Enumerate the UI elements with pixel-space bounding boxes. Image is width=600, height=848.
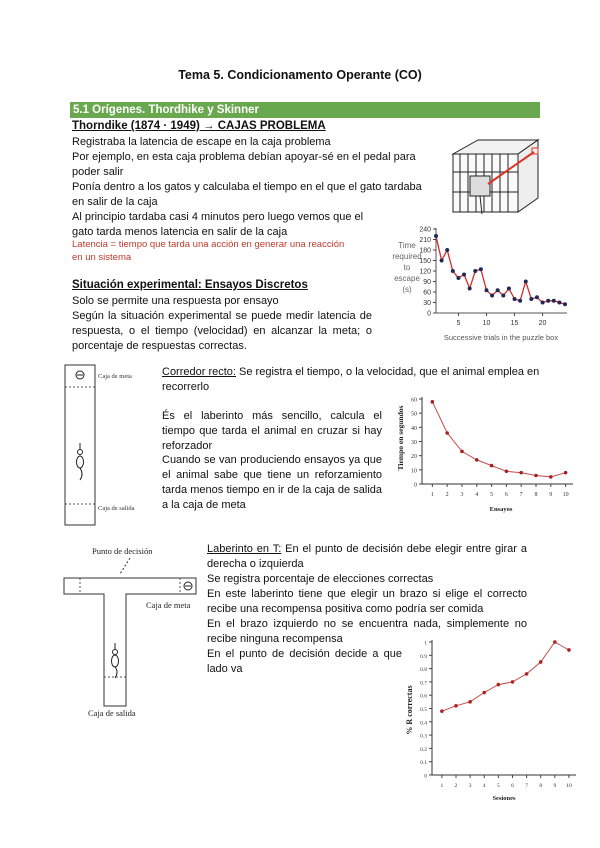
chart-laberinto — [400, 634, 585, 814]
chart2-xlabel: Ensayos — [489, 506, 513, 513]
chart1-series-line — [436, 236, 565, 304]
text-line: Al principio tardaba casi 4 minutos pero luego vemos que el — [72, 211, 364, 223]
c1-ytick-label: 120 — [419, 268, 431, 276]
c1-xtick-label: 5 — [456, 320, 461, 327]
chart1-ylabel-line: (s) — [402, 285, 412, 294]
text-line: gato tarda menos latencia en salir de la caja — [72, 226, 288, 238]
corredor-heading: Corredor recto: — [162, 366, 236, 378]
laberinto-intro-text: En el punto de decisión debe elegir entre girar a derecha o izquierda — [207, 543, 527, 570]
c3-ytick-label: 0.5 — [420, 707, 427, 713]
chart3-xlabel: Sesiones — [492, 795, 516, 802]
c2-point — [445, 431, 449, 435]
c1-point — [468, 287, 472, 291]
corredor-intro-text: Se registra el tiempo, o la velocidad, que el animal emplea en recorrerlo — [162, 366, 540, 393]
chart1-xlabel: Successive trials in the puzzle box — [443, 333, 559, 342]
c3-xtick-label: 2 — [454, 783, 458, 789]
c2-xtick-label: 3 — [460, 492, 464, 498]
c2-xtick-label: 9 — [549, 492, 553, 498]
c2-xtick-label: 1 — [430, 492, 434, 498]
c1-point — [479, 267, 483, 271]
c3-xtick-label: 1 — [440, 783, 444, 789]
laberinto-p2: En este laberinto tiene que elegir un brazo si elige el correcto recibe una recompensa positiva como podría ser comida — [207, 588, 527, 615]
c1-point — [535, 295, 539, 299]
c1-point — [451, 269, 455, 273]
c3-ytick-label: 0 — [424, 773, 427, 780]
c1-point — [462, 273, 466, 277]
c2-point — [505, 469, 509, 473]
c3-point — [468, 700, 472, 704]
chart-puzzle-box — [385, 222, 575, 347]
c3-point — [482, 691, 486, 695]
c2-point — [519, 471, 523, 475]
c1-point — [473, 269, 477, 273]
thorndike-text — [72, 135, 432, 240]
c3-point — [553, 640, 557, 644]
rat-icon — [112, 655, 119, 667]
c1-point — [445, 248, 449, 252]
c3-xtick-label: 3 — [468, 783, 472, 789]
c3-xtick-label: 4 — [482, 783, 486, 789]
c2-xtick-label: 8 — [534, 492, 538, 498]
thorndike-heading: Thorndike (1874 · 1949) → CAJAS PROBLEMA — [72, 120, 326, 132]
c1-point — [529, 297, 533, 301]
c1-point — [546, 299, 550, 303]
c2-point — [475, 458, 479, 462]
section-heading: 5.1 Orígenes. Thordhike y Skinner — [70, 102, 540, 118]
puzzle-box-illustration — [448, 132, 548, 222]
c3-ytick-label: 0.3 — [420, 733, 427, 740]
c1-point — [552, 299, 556, 303]
c3-ytick-label: 0.1 — [420, 760, 427, 767]
c1-ytick-label: 150 — [419, 258, 431, 265]
c1-point — [440, 259, 444, 263]
chart-corredor — [392, 393, 582, 518]
chart1-ylabel-line: required — [392, 252, 422, 261]
c3-ytick-label: 0.2 — [420, 746, 427, 753]
corredor-intro — [162, 365, 547, 395]
c1-ytick-label: 240 — [419, 226, 431, 234]
chart2-series-line — [432, 402, 565, 477]
c2-ytick-label: 30 — [411, 440, 417, 446]
c2-ytick-label: 20 — [411, 454, 417, 461]
chart3-series-line — [442, 642, 569, 711]
c2-point — [534, 474, 538, 478]
c3-point — [497, 683, 501, 687]
c1-ytick-label: 60 — [423, 289, 431, 297]
c1-ytick-label: 30 — [423, 300, 431, 307]
c1-xtick-label: 15 — [510, 320, 519, 327]
c3-point — [511, 680, 515, 684]
c3-xtick-label: 10 — [566, 783, 572, 789]
rat-icon — [77, 456, 84, 468]
c2-point — [549, 475, 553, 479]
c1-ytick-label: 90 — [423, 279, 431, 286]
situacion-heading: Situación experimental: Ensayos Discretos — [72, 279, 308, 291]
c1-point — [557, 301, 561, 305]
c1-point — [563, 302, 567, 306]
c1-point — [490, 294, 494, 298]
laberinto-p4: En el punto de decisión decide a que lado va — [207, 648, 402, 675]
c2-ytick-label: 40 — [411, 425, 417, 432]
c1-point — [434, 234, 438, 238]
c2-point — [460, 450, 464, 454]
c1-point — [524, 280, 528, 284]
chart2-ylabel: Tiempo en segundos — [396, 405, 405, 471]
text-line: Ponía dentro a los gatos y calculaba el tiempo en el que el gato tardaba — [72, 181, 422, 193]
c3-ytick-label: 0.4 — [420, 720, 427, 727]
laberinto-p1: Se registra porcentaje de elecciones correctas — [207, 573, 434, 585]
c2-xtick-label: 6 — [504, 492, 508, 498]
chart1-ylabel-line: Time — [398, 241, 416, 250]
c3-xtick-label: 7 — [525, 783, 528, 789]
straight-alley-diagram — [62, 362, 162, 530]
c1-point — [507, 287, 511, 291]
c1-point — [541, 301, 545, 305]
page-title: Tema 5. Condicionamento Operante (CO) — [178, 68, 422, 82]
latency-definition — [72, 238, 382, 264]
c3-ytick-label: 0.7 — [420, 680, 427, 687]
c2-ytick-label: 0 — [414, 482, 417, 489]
c2-ytick-label: 50 — [411, 411, 417, 418]
c3-ytick-label: 1 — [424, 640, 427, 647]
latency-line: Latencia = tiempo que tarda una acción en generar una reacción — [72, 239, 345, 250]
label-caja-meta: Caja de meta — [98, 373, 132, 380]
c1-xtick-label: 20 — [538, 320, 547, 327]
c3-point — [454, 704, 458, 708]
c3-ytick-label: 0.9 — [420, 653, 427, 660]
c2-xtick-label: 4 — [475, 492, 479, 498]
latency-line: en un sistema — [72, 252, 132, 263]
corredor-p2: Cuando se van produciendo ensayos ya que el animal sabe que tiene un reforzamiento tarda menos tiempo en ir de la caja de salida a la caja de meta — [162, 454, 382, 511]
c1-ytick-label: 180 — [419, 247, 431, 255]
label-caja-meta: Caja de meta — [146, 600, 191, 610]
c2-point — [431, 400, 435, 404]
c1-point — [518, 299, 522, 303]
situacion-line: Solo se permite una respuesta por ensayo — [72, 295, 279, 307]
c3-xtick-label: 5 — [496, 783, 500, 789]
c3-xtick-label: 8 — [539, 783, 543, 789]
text-line: en salir de la caja — [72, 196, 158, 208]
c1-point — [501, 294, 505, 298]
chart1-ylabel-line: escape — [394, 274, 420, 283]
t-maze-diagram — [60, 540, 210, 718]
c3-point — [525, 672, 529, 676]
c3-ytick-label: 0.6 — [420, 693, 427, 700]
c2-xtick-label: 10 — [562, 492, 569, 498]
situacion-paragraph: Según la situación experimental se puede medir latencia de respuesta, o el tiempo (velocidad) en alcanzar la meta; o porcentaje de respuestas correctas. — [72, 310, 372, 352]
label-punto-decision: Punto de decisión — [92, 546, 153, 556]
c3-ytick-label: 0.8 — [420, 667, 427, 674]
c1-ytick-label: 210 — [419, 237, 431, 244]
text-line: Registraba la latencia de escape en la caja problema — [72, 136, 331, 148]
c2-xtick-label: 5 — [490, 492, 494, 498]
c1-point — [484, 288, 488, 292]
c2-xtick-label: 2 — [445, 492, 449, 498]
c3-xtick-label: 9 — [553, 783, 557, 789]
text-line: Por ejemplo, en esta caja problema debían apoyar-sé en el pedal para — [72, 151, 416, 163]
chart3-ylabel: % R correctas — [405, 685, 414, 735]
label-caja-salida: Caja de salida — [98, 505, 135, 512]
c3-point — [567, 648, 571, 652]
c3-point — [440, 709, 444, 713]
label-caja-salida: Caja de salida — [88, 708, 136, 718]
corredor-p1: És el laberinto más sencillo, calcula el tiempo que tarda el animal en cruzar si hay reforzador — [162, 410, 382, 452]
laberinto-intro — [207, 542, 527, 572]
text-line: poder salir — [72, 166, 124, 178]
t-maze-walls — [64, 578, 196, 706]
laberinto-p3: En el brazo izquierdo no se encuentra nada, simplemente no recibe ninguna recompensa — [207, 618, 527, 645]
c3-point — [539, 660, 543, 664]
c1-ytick-label: 0 — [427, 310, 431, 318]
laberinto-heading: Laberinto en T: — [207, 543, 282, 555]
c1-point — [513, 297, 517, 301]
c2-ytick-label: 10 — [411, 468, 417, 475]
c1-point — [496, 288, 500, 292]
c1-xtick-label: 10 — [482, 320, 491, 327]
chart1-ylabel-line: to — [403, 263, 411, 272]
c2-ytick-label: 60 — [411, 397, 417, 404]
c1-point — [456, 276, 460, 280]
c2-point — [564, 471, 568, 475]
c2-point — [490, 464, 494, 468]
c3-xtick-label: 6 — [511, 783, 514, 789]
c2-xtick-label: 7 — [519, 492, 523, 498]
